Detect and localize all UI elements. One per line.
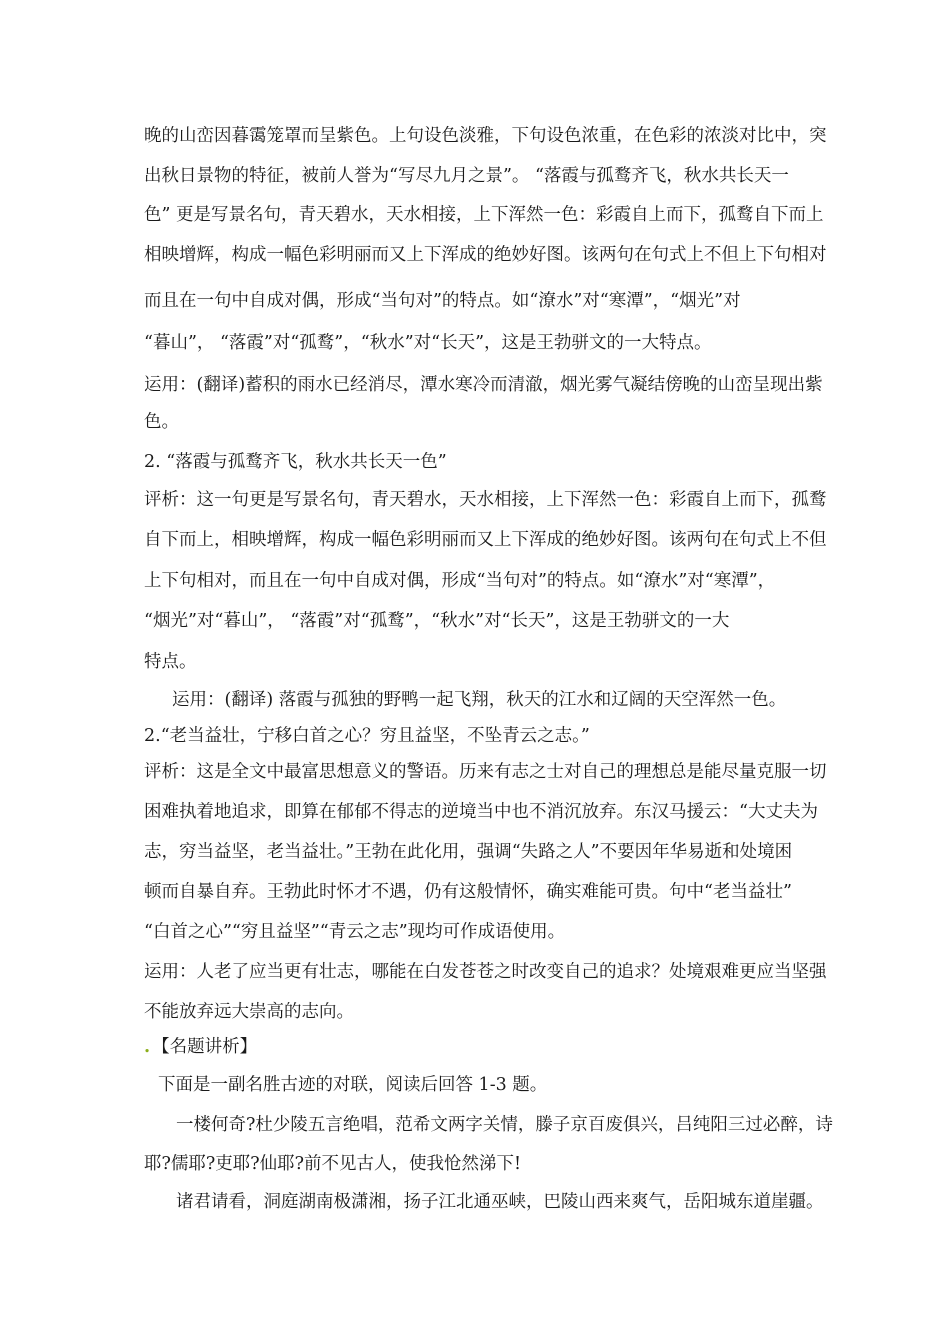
text-line: “白首之心”“穷且益坚”“青云之志”现均可作成语使用。 (144, 922, 566, 942)
text-line: 晚的山峦因暮霭笼罩而呈紫色。上句设色淡雅，下句设色浓重，在色彩的浓淡对比中，突 (144, 126, 827, 146)
text-line: “暮山”， “落霞”对“孤鹜”，“秋水”对“长天”，这是王勃骈文的一大特点。 (144, 333, 712, 353)
text-line: 困难执着地追求，即算在郁郁不得志的逆境当中也不消沉放弃。东汉马援云：“大丈夫为 (144, 802, 818, 822)
text-line: 评析：这一句更是写景名句，青天碧水，天水相接，上下浑然一色：彩霞自上而下，孤鹜 (144, 490, 827, 510)
text-line: 色” 更是写景名句，青天碧水，天水相接，上下浑然一色：彩霞自上而下，孤鹜自下而上 (144, 205, 824, 225)
text-line: 运用：(翻译)蓄积的雨水已经消尽，潭水寒冷而清澈，烟光雾气凝结傍晚的山峦呈现出紫 (144, 375, 823, 395)
text-line: 评析：这是全文中最富思想意义的警语。历来有志之士对自己的理想总是能尽量克服一切 (144, 762, 827, 782)
text-line: 顿而自暴自弃。王勃此时怀才不遇，仍有这般情怀，确实难能可贵。句中“老当益壮” (144, 882, 792, 902)
text-line: 色。 (144, 412, 179, 432)
text-line: 运用：(翻译) 落霞与孤独的野鸭一起飞翔，秋天的江水和辽阔的天空浑然一色。 (172, 690, 787, 710)
text-line: 相映增辉，构成一幅色彩明丽而又上下浑成的绝妙好图。该两句在句式上不但上下句相对 (144, 245, 827, 265)
text-line: 2. “落霞与孤鹜齐飞，秋水共长天一色” (144, 452, 447, 472)
section-heading (144, 1033, 257, 1058)
text-line: 而且在一句中自成对偶，形成“当句对”的特点。如“潦水”对“寒潭”，“烟光”对 (144, 291, 741, 311)
text-line: 2.“老当益壮，宁移白首之心？穷且益坚，不坠青云之志。” (144, 726, 590, 746)
text-line: 出秋日景物的特征，被前人誉为“写尽九月之景”。 “落霞与孤鹜齐飞，秋水共长天一 (144, 166, 789, 186)
text-line: 上下句相对，而且在一句中自成对偶，形成“当句对”的特点。如“潦水”对“寒潭”， (144, 571, 776, 591)
section-title: 【名题讲析】 (152, 1037, 258, 1057)
section-marker: . (144, 1037, 151, 1057)
text-line: 志，穷当益坚，老当益壮。”王勃在此化用，强调“失路之人”不要因年华易逝和处境困 (144, 842, 793, 862)
text-line: “烟光”对“暮山”， “落霞”对“孤鹜”，“秋水”对“长天”，这是王勃骈文的一大 (144, 611, 730, 631)
couplet-line: 一楼何奇?杜少陵五言绝唱，范希文两字关情，滕子京百废俱兴，吕纯阳三过必醉，诗 (176, 1115, 833, 1135)
text-line: 运用：人老了应当更有壮志，哪能在白发苍苍之时改变自己的追求？处境艰难更应当坚强 (144, 962, 827, 982)
text-line: 特点。 (144, 652, 197, 672)
text-line: 自下而上，相映增辉，构成一幅色彩明丽而又上下浑成的绝妙好图。该两句在句式上不但 (144, 530, 827, 550)
couplet-line: 诸君请看，洞庭湖南极潇湘，扬子江北通巫峡，巴陵山西来爽气，岳阳城东道崖疆。 (176, 1192, 824, 1212)
question-intro: 下面是一副名胜古迹的对联，阅读后回答 1-3 题。 (158, 1075, 548, 1095)
text-line: 不能放弃远大崇高的志向。 (144, 1002, 354, 1022)
couplet-line: 耶?儒耶?吏耶?仙耶?前不见古人，使我怆然涕下! (144, 1154, 522, 1174)
